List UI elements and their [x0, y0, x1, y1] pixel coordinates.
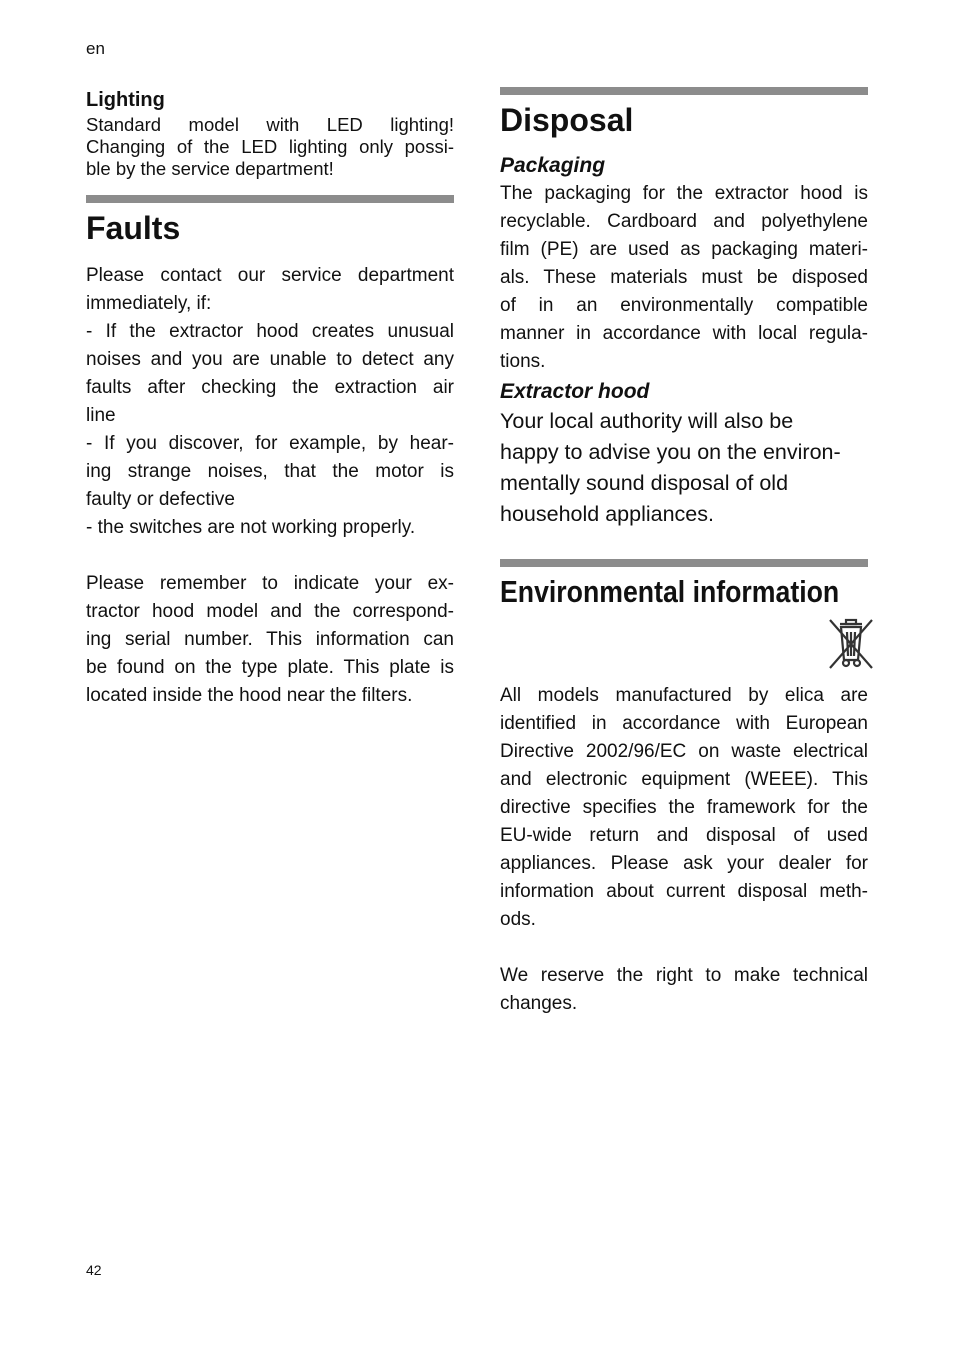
- text-line: line: [86, 405, 116, 426]
- text-line: manner in accordance with local regula-: [500, 323, 868, 344]
- text-line: happy to advise you on the environ-: [500, 440, 841, 464]
- technical-changes-paragraph: [500, 962, 868, 1018]
- lighting-line: Changing of the LED lighting only possi-: [86, 136, 454, 157]
- text-line: mentally sound disposal of old: [500, 471, 789, 495]
- text-line: Your local authority will also be: [500, 409, 794, 433]
- lighting-heading: Lighting: [86, 89, 165, 111]
- faults-heading: Faults: [86, 210, 181, 246]
- weee-crossed-bin-icon: [826, 616, 876, 670]
- lighting-line: Standard model with LED lighting!: [86, 114, 454, 135]
- text-line: tions.: [500, 351, 546, 372]
- text-line: als. These materials must be disposed: [500, 267, 868, 288]
- extractor-hood-subheading: Extractor hood: [500, 380, 650, 403]
- text-line: ing strange noises, that the motor is: [86, 461, 454, 482]
- text-line: noises and you are unable to detect any: [86, 349, 454, 370]
- text-line: film (PE) are used as packaging materi-: [500, 239, 868, 260]
- text-line: EU-wide return and disposal of used: [500, 825, 868, 846]
- text-line: household appliances.: [500, 502, 714, 526]
- text-line: information about current disposal meth-: [500, 881, 868, 902]
- text-line: recyclable. Cardboard and polyethylene: [500, 211, 868, 232]
- section-divider: [500, 559, 868, 567]
- text-line: of in an environmentally compatible: [500, 295, 868, 316]
- text-line: located inside the hood near the filters.: [86, 685, 413, 706]
- text-line: directive specifies the framework for the: [500, 797, 868, 818]
- text-line: immediately, if:: [86, 293, 212, 314]
- text-line: All models manufactured by elica are: [500, 685, 868, 706]
- text-line: Please remember to indicate your ex-: [86, 573, 454, 594]
- weee-paragraph: [500, 682, 868, 934]
- left-column: [86, 86, 454, 710]
- text-line: faulty or defective: [86, 489, 235, 510]
- faults-note-paragraph: [86, 570, 454, 710]
- text-line: identified in accordance with European: [500, 713, 868, 734]
- language-code: en: [86, 39, 105, 58]
- lighting-text: [86, 114, 454, 180]
- text-line: faults after checking the extraction air: [86, 377, 454, 398]
- section-divider: [86, 195, 454, 203]
- text-line: The packaging for the extractor hood is: [500, 183, 868, 204]
- environmental-heading: Environmental information: [500, 574, 840, 609]
- text-line: changes.: [500, 993, 578, 1014]
- text-line: Directive 2002/96/EC on waste electrical: [500, 741, 868, 762]
- text-line: - If you discover, for example, by hear-: [86, 433, 454, 454]
- packaging-paragraph: [500, 180, 868, 376]
- text-line: appliances. Please ask your dealer for: [500, 853, 868, 874]
- text-line: ing serial number. This information can: [86, 629, 454, 650]
- text-line: and electronic equipment (WEEE). This: [500, 769, 868, 790]
- text-line: ods.: [500, 909, 536, 930]
- lighting-line: ble by the service department!: [86, 158, 334, 179]
- disposal-heading: Disposal: [500, 102, 634, 138]
- packaging-subheading: Packaging: [500, 154, 606, 177]
- section-divider: [500, 87, 868, 95]
- page-number: 42: [86, 1262, 102, 1278]
- text-line: - the switches are not working properly.: [86, 517, 416, 538]
- text-line: We reserve the right to make technical: [500, 965, 868, 986]
- text-line: be found on the type plate. This plate is: [86, 657, 454, 678]
- extractor-hood-paragraph: [500, 406, 868, 530]
- faults-paragraph: [86, 262, 454, 542]
- text-line: tractor hood model and the correspond-: [86, 601, 454, 622]
- text-line: - If the extractor hood creates unusual: [86, 321, 454, 342]
- text-line: Please contact our service department: [86, 265, 454, 286]
- icon-row: [500, 612, 868, 682]
- right-column: [500, 86, 868, 1018]
